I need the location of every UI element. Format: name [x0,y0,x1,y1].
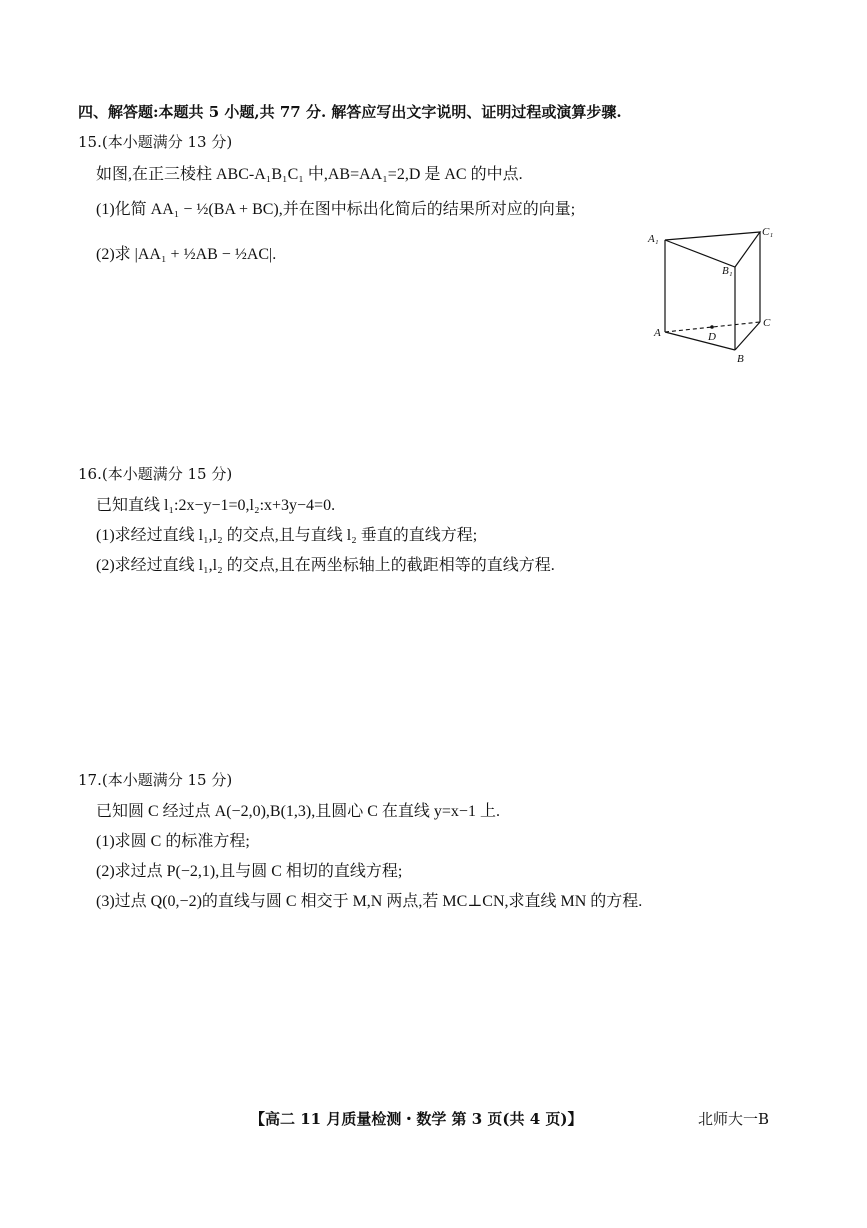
label-b: B [737,353,744,365]
q15-number: 15.(本小题满分 13 分) [78,133,233,151]
q17-part2: (2)求过点 P(−2,1),且与圆 C 相切的直线方程; [96,863,403,880]
label-b1: B₁ [722,265,733,277]
label-d: D [708,331,716,343]
section-header: 四、解答题:本题共 5 小题,共 77 分. 解答应写出文字说明、证明过程或演算步骤. [78,103,622,121]
q15-part1: (1)化简 AA₁ − ½(BA + BC),并在图中标出化简后的结果所对应的向量; [96,201,576,218]
q17-number: 17.(本小题满分 15 分) [78,771,233,789]
q16-stem: 已知直线 l₁:2x−y−1=0,l₂:x+3y−4=0. [96,497,336,514]
top-face [665,232,760,267]
q16-part1: (1)求经过直线 l₁,l₂ 的交点,且与直线 l₂ 垂直的直线方程; [96,527,478,544]
q16-number: 16.(本小题满分 15 分) [78,465,233,483]
q17-part3: (3)过点 Q(0,−2)的直线与圆 C 相交于 M,N 两点,若 MC⊥CN,求直线 MN 的方程. [96,893,643,910]
label-c: C [763,317,771,329]
footer-page-info: 【高二 11 月质量检测・数学 第 3 页(共 4 页)】 [250,1110,583,1128]
q17-stem: 已知圆 C 经过点 A(−2,0),B(1,3),且圆心 C 在直线 y=x−1 上. [96,803,500,820]
q15-part2: (2)求 |AA₁ + ½AB − ½AC|. [96,246,277,263]
edge-bc [735,322,760,350]
q17-part1: (1)求圆 C 的标准方程; [96,833,250,850]
label-a: A [654,327,661,339]
edge-ab [665,332,735,350]
q15-stem: 如图,在正三棱柱 ABC-A₁B₁C₁ 中,AB=AA₁=2,D 是 AC 的中点. [96,166,523,183]
label-a1: A₁ [648,233,659,245]
point-d [710,325,714,329]
label-c1: C₁ [762,226,774,238]
q16-part2: (2)求经过直线 l₁,l₂ 的交点,且在两坐标轴上的截距相等的直线方程. [96,557,555,574]
footer-version: 北师大一B [698,1110,770,1128]
prism-figure [640,222,780,372]
